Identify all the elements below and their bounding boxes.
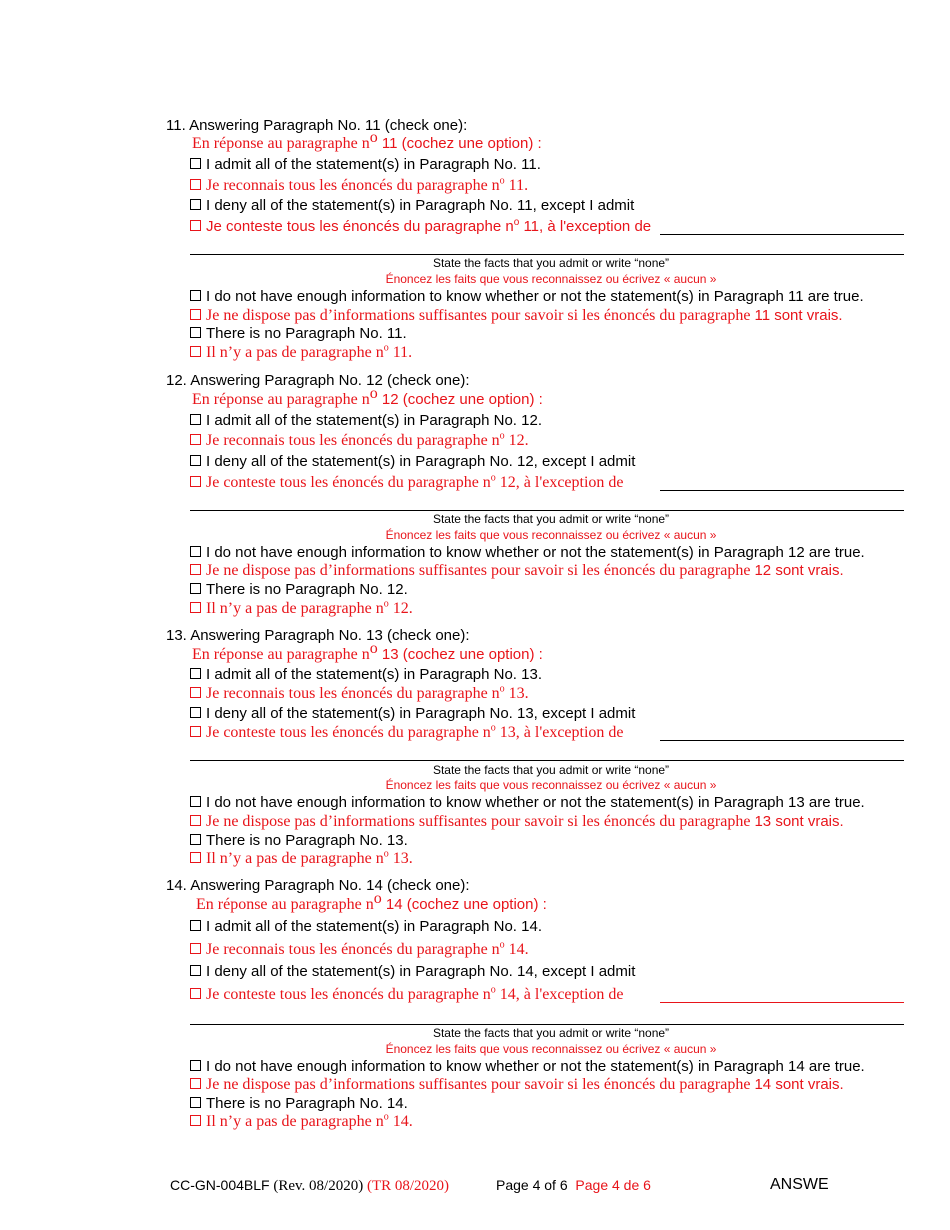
option-no-paragraph[interactable]: There is no Paragraph No. 11. (190, 325, 407, 343)
option-admit[interactable]: I admit all of the statement(s) in Paragraph No. 12. (190, 412, 542, 430)
facts-field-line[interactable] (190, 254, 904, 255)
facts-field-line[interactable] (190, 760, 904, 761)
except-field-line[interactable] (660, 1002, 904, 1003)
section-paragraph-14 (0, 877, 950, 1130)
checkbox-icon[interactable] (190, 434, 201, 445)
section-heading-fr: En réponse au paragraphe $n^o$ 12 (cochez une option) : (192, 385, 543, 408)
checkbox-icon[interactable] (190, 546, 201, 557)
option-no-info-fr[interactable]: Je ne dispose pas d’informations suffisantes pour savoir si les énoncés du paragraphe 12 sont vrais. (190, 562, 844, 580)
page-number: Page 4 of 6 Page 4 de 6 (496, 1177, 651, 1193)
checkbox-icon[interactable] (190, 707, 201, 718)
facts-label: State the facts that you admit or write “none” (432, 256, 670, 270)
checkbox-icon[interactable] (190, 455, 201, 466)
option-no-paragraph[interactable]: There is no Paragraph No. 14. (190, 1095, 408, 1113)
checkbox-icon[interactable] (190, 476, 201, 487)
facts-label: State the facts that you admit or write “none” (432, 763, 670, 777)
section-heading: 12. Answering Paragraph No. 12 (check one): (166, 372, 470, 389)
checkbox-icon[interactable] (190, 1078, 201, 1089)
option-deny[interactable]: I deny all of the statement(s) in Paragraph No. 13, except I admit (190, 705, 635, 723)
section-paragraph-12 (0, 372, 950, 622)
section-heading-fr: En réponse au paragraphe $n^o$ 14 (cochez une option) : (196, 890, 547, 913)
checkbox-icon[interactable] (190, 290, 201, 301)
option-deny[interactable]: I deny all of the statement(s) in Paragraph No. 11, except I admit (190, 197, 634, 215)
option-no-info[interactable]: I do not have enough information to know whether or not the statement(s) in Paragraph 14 are true. (190, 1058, 865, 1076)
checkbox-icon[interactable] (190, 687, 201, 698)
section-heading: 14. Answering Paragraph No. 14 (check one): (166, 877, 470, 894)
option-admit[interactable]: I admit all of the statement(s) in Paragraph No. 11. (190, 156, 541, 174)
option-admit-fr[interactable]: Je reconnais tous les énoncés du paragraphe $n^o$ 11. (190, 177, 528, 195)
checkbox-icon[interactable] (190, 988, 201, 999)
option-no-paragraph-fr[interactable]: Il n’y a pas de paragraphe $n^o$ 11. (190, 344, 412, 362)
facts-field-line[interactable] (190, 1024, 904, 1025)
checkbox-icon[interactable] (190, 346, 201, 357)
section-paragraph-11 (0, 116, 950, 366)
option-no-info[interactable]: I do not have enough information to know whether or not the statement(s) in Paragraph 12 are true. (190, 544, 865, 562)
facts-label-fr: Énoncez les faits que vous reconnaissez ou écrivez « aucun » (385, 1042, 717, 1056)
option-no-info-fr[interactable]: Je ne dispose pas d’informations suffisantes pour savoir si les énoncés du paragraphe 14 sont vrais. (190, 1076, 844, 1094)
checkbox-icon[interactable] (190, 796, 201, 807)
section-heading-fr: En réponse au paragraphe $n^o$ 11 (cochez une option) : (192, 129, 542, 152)
facts-label-fr: Énoncez les faits que vous reconnaissez ou écrivez « aucun » (385, 528, 717, 542)
checkbox-icon[interactable] (190, 943, 201, 954)
checkbox-icon[interactable] (190, 815, 201, 826)
option-admit-fr[interactable]: Je reconnais tous les énoncés du paragraphe $n^o$ 13. (190, 685, 529, 703)
section-heading: 13. Answering Paragraph No. 13 (check one): (166, 627, 470, 644)
facts-field-line[interactable] (190, 510, 904, 511)
option-admit-fr[interactable]: Je reconnais tous les énoncés du paragraphe $n^o$ 14. (190, 941, 529, 959)
checkbox-icon[interactable] (190, 965, 201, 976)
option-no-paragraph[interactable]: There is no Paragraph No. 12. (190, 581, 408, 599)
checkbox-icon[interactable] (190, 834, 201, 845)
checkbox-icon[interactable] (190, 602, 201, 613)
option-no-info-fr[interactable]: Je ne dispose pas d’informations suffisantes pour savoir si les énoncés du paragraphe 13 sont vrais. (190, 813, 844, 831)
facts-label: State the facts that you admit or write “none” (432, 1026, 670, 1040)
option-admit[interactable]: I admit all of the statement(s) in Paragraph No. 14. (190, 918, 542, 936)
option-no-paragraph-fr[interactable]: Il n’y a pas de paragraphe $n^o$ 13. (190, 850, 413, 868)
option-deny-fr[interactable]: Je conteste tous les énoncés du paragraphe $n^o$ 11, à l'exception de (190, 218, 651, 236)
option-deny-fr[interactable]: Je conteste tous les énoncés du paragraphe $n^o$ 13, à l'exception de (190, 724, 624, 742)
option-no-paragraph-fr[interactable]: Il n’y a pas de paragraphe $n^o$ 14. (190, 1113, 413, 1131)
option-deny[interactable]: I deny all of the statement(s) in Paragraph No. 12, except I admit (190, 453, 635, 471)
except-field-line[interactable] (660, 490, 904, 491)
form-code: CC-GN-004BLF (Rev. 08/2020) (TR 08/2020) (170, 1177, 450, 1194)
checkbox-icon[interactable] (190, 1060, 201, 1071)
option-no-paragraph[interactable]: There is no Paragraph No. 13. (190, 832, 408, 850)
checkbox-icon[interactable] (190, 179, 201, 190)
option-no-info[interactable]: I do not have enough information to know whether or not the statement(s) in Paragraph 13 are true. (190, 794, 865, 812)
section-paragraph-13 (0, 627, 950, 877)
except-field-line[interactable] (660, 740, 904, 741)
option-admit[interactable]: I admit all of the statement(s) in Paragraph No. 13. (190, 666, 542, 684)
checkbox-icon[interactable] (190, 199, 201, 210)
checkbox-icon[interactable] (190, 920, 201, 931)
checkbox-icon[interactable] (190, 726, 201, 737)
option-admit-fr[interactable]: Je reconnais tous les énoncés du paragraphe $n^o$ 12. (190, 432, 529, 450)
facts-label-fr: Énoncez les faits que vous reconnaissez ou écrivez « aucun » (385, 778, 717, 792)
checkbox-icon[interactable] (190, 564, 201, 575)
checkbox-icon[interactable] (190, 158, 201, 169)
checkbox-icon[interactable] (190, 1115, 201, 1126)
section-heading: 11. Answering Paragraph No. 11 (check one): (166, 117, 468, 134)
checkbox-icon[interactable] (190, 852, 201, 863)
checkbox-icon[interactable] (190, 1097, 201, 1108)
option-no-paragraph-fr[interactable]: Il n’y a pas de paragraphe $n^o$ 12. (190, 600, 413, 618)
checkbox-icon[interactable] (190, 309, 201, 320)
facts-label-fr: Énoncez les faits que vous reconnaissez ou écrivez « aucun » (385, 272, 717, 286)
facts-label: State the facts that you admit or write “none” (432, 512, 670, 526)
checkbox-icon[interactable] (190, 327, 201, 338)
checkbox-icon[interactable] (190, 220, 201, 231)
option-deny[interactable]: I deny all of the statement(s) in Paragraph No. 14, except I admit (190, 963, 635, 981)
document-label: ANSWE (770, 1176, 829, 1193)
checkbox-icon[interactable] (190, 668, 201, 679)
except-field-line[interactable] (660, 234, 904, 235)
section-heading-fr: En réponse au paragraphe $n^o$ 13 (cochez une option) : (192, 640, 543, 663)
option-no-info[interactable]: I do not have enough information to know whether or not the statement(s) in Paragraph 11 are true. (190, 288, 864, 306)
option-deny-fr[interactable]: Je conteste tous les énoncés du paragraphe $n^o$ 12, à l'exception de (190, 474, 624, 492)
option-no-info-fr[interactable]: Je ne dispose pas d’informations suffisantes pour savoir si les énoncés du paragraphe 11 sont vrais. (190, 307, 843, 325)
checkbox-icon[interactable] (190, 414, 201, 425)
option-deny-fr[interactable]: Je conteste tous les énoncés du paragraphe $n^o$ 14, à l'exception de (190, 986, 624, 1004)
checkbox-icon[interactable] (190, 583, 201, 594)
